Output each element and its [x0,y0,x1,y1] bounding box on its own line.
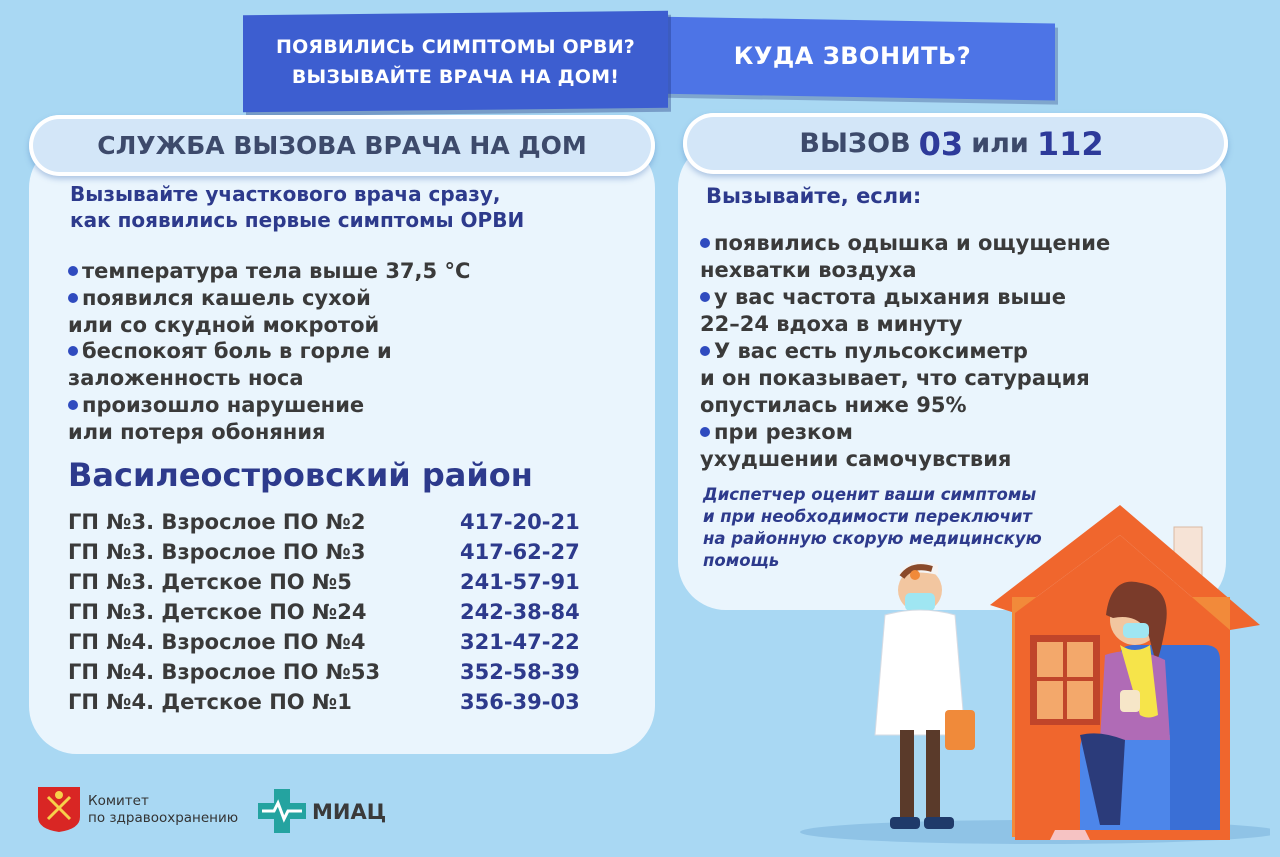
miac-logo-icon [258,789,306,833]
bullet-icon [68,400,78,410]
phone-number[interactable]: 356-39-03 [460,690,580,714]
committee-label: Комитет по здравоохранению [88,793,239,826]
call-if-subtitle: Вызывайте, если: [706,184,922,208]
header-where-to-call: КУДА ЗВОНИТЬ? [733,42,972,70]
miac-label: МИАЦ [312,800,387,824]
district-title: Василеостровский район [68,456,533,494]
intro-text: Вызывайте участкового врача сразу, как появились первые симптомы ОРВИ [70,182,525,232]
phone-row: ГП №3. Детское ПО №24 242-38-84 [68,600,580,624]
emergency-number-112: 112 [1036,124,1104,163]
symptom-item: произошло нарушение или потеря обоняния [68,392,365,444]
condition-item: появились одышка и ощущение нехватки воздуха [700,231,1111,282]
condition-item: у вас частота дыхания выше 22–24 вдоха в минуту [700,285,1067,336]
symptom-item: появился кашель сухой или со скудной мокротой [68,285,380,337]
spb-emblem-icon [38,787,80,832]
symptom-item: температура тела выше 37,5 °С [68,258,628,285]
condition-item: У вас есть пульсоксиметр и он показывает, что сатурация опустилась ниже 95% [700,339,1090,417]
right-panel-title [683,113,1228,174]
phone-number[interactable]: 242-38-84 [460,600,580,624]
bullet-icon [700,427,710,437]
bullet-icon [68,293,78,303]
phone-row: ГП №4. Взрослое ПО №4 321-47-22 [68,630,580,654]
symptom-list [68,258,628,446]
title-or: или [971,128,1029,159]
phone-row: ГП №4. Детское ПО №1 356-39-03 [68,690,580,714]
condition-item: при резком ухудшении самочувствия [700,420,1012,471]
phone-number[interactable]: 417-62-27 [460,540,580,564]
phone-row: ГП №3. Детское ПО №5 241-57-91 [68,570,580,594]
phone-row: ГП №3. Взрослое ПО №3 417-62-27 [68,540,580,564]
header-line2: ВЫЗЫВАЙТЕ ВРАЧА НА ДОМ! [291,66,620,88]
phone-row: ГП №3. Взрослое ПО №2 417-20-21 [68,510,580,534]
bullet-icon [68,346,78,356]
phone-number[interactable]: 321-47-22 [460,630,580,654]
symptom-item: беспокоят боль в горле и заложенность носа [68,339,392,391]
phone-number[interactable]: 352-58-39 [460,660,580,684]
bullet-icon [700,238,710,248]
dispatcher-note: Диспетчер оценит ваши симптомы и при необходимости переключит на районную скорую медицинскую помощь [703,485,1042,570]
phone-table [68,507,628,717]
condition-list [700,230,1200,473]
phone-number[interactable]: 241-57-91 [460,570,580,594]
title-prefix: ВЫЗОВ [799,128,911,159]
phone-number[interactable]: 417-20-21 [460,510,580,534]
left-panel-title: СЛУЖБА ВЫЗОВА ВРАЧА НА ДОМ [29,115,655,176]
bullet-icon [700,346,710,356]
house-illustration [790,495,1270,850]
phone-row: ГП №4. Взрослое ПО №53 352-58-39 [68,660,580,684]
doctor-figure [875,562,975,829]
bullet-icon [68,266,78,276]
header-line1: ПОЯВИЛИСЬ СИМПТОМЫ ОРВИ? [275,36,636,58]
header-banner-left [243,11,668,112]
bullet-icon [700,292,710,302]
emergency-number-03: 03 [918,124,964,163]
